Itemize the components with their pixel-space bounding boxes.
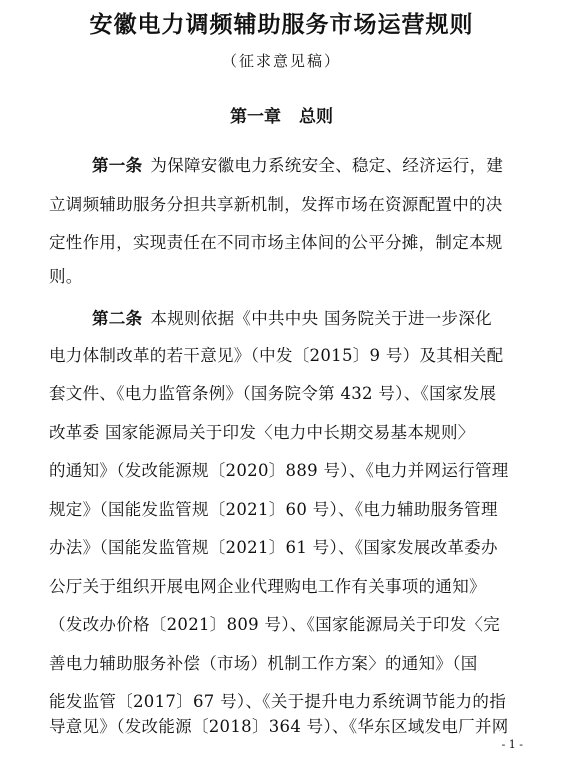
article-2-line-9: （发改办价格〔2021〕809 号）、《国家能源局关于印发〈完: [49, 615, 501, 634]
chapter-number: 第一章: [230, 107, 281, 127]
document-title: 安徽电力调频辅助服务市场运营规则: [89, 11, 474, 38]
page-number: - 1 -: [501, 738, 523, 751]
article-1-line-1: [92, 152, 503, 176]
article-2-line-12: 导意见》（发改能源〔2018〕364 号）、《华东区域发电厂并网: [49, 717, 509, 736]
article-1-label: 第一条: [92, 156, 143, 175]
article-1-line-2: 立调频辅助服务分担共享新机制，发挥市场在资源配置中的决: [49, 195, 503, 214]
article-2-line-11: 能发监管〔2017〕67 号）、《关于提升电力系统调节能力的指: [49, 692, 507, 711]
article-2-line-10: 善电力辅助服务补偿（市场）机制工作方案〉的通知》（国: [49, 654, 478, 673]
article-2-text: 本规则依据《中共中央 国务院关于进一步深化: [150, 309, 492, 328]
chapter-name: 总则: [299, 107, 333, 127]
article-2-line-7: 办法》（国能发监管规〔2021〕61 号）、《国家发展改革委办: [49, 538, 498, 557]
article-1-line-4: 则。: [49, 267, 83, 286]
article-2-line-8: 公厅关于组织开展电网企业代理购电工作有关事项的通知》: [49, 577, 486, 596]
article-2-line-5: 的通知》（发改能源规〔2020〕889 号）、《电力并网运行管理: [49, 461, 509, 480]
article-1-line-3: 定性作用，实现责任在不同市场主体间的公平分摊，制定本规: [49, 233, 503, 252]
article-2-line-3: 套文件、《电力监管条例》（国务院令第 432 号）、《国家发展: [49, 384, 497, 403]
chapter-heading: [0, 102, 563, 127]
article-2-label: 第二条: [92, 309, 143, 328]
article-2-line-4: 改革委 国家能源局关于印发〈电力中长期交易基本规则〉: [49, 423, 475, 442]
article-2-line-2: 电力体制改革的若干意见》（中发〔2015〕9 号）及其相关配: [49, 346, 504, 365]
article-2-line-1: [92, 305, 492, 329]
document-subtitle: （征求意见稿）: [221, 52, 341, 70]
article-2-line-6: 规定》（国能发监管规〔2021〕60 号）、《电力辅助服务管理: [49, 500, 498, 519]
article-1-text: 为保障安徽电力系统安全、稳定、经济运行，建: [150, 156, 504, 175]
